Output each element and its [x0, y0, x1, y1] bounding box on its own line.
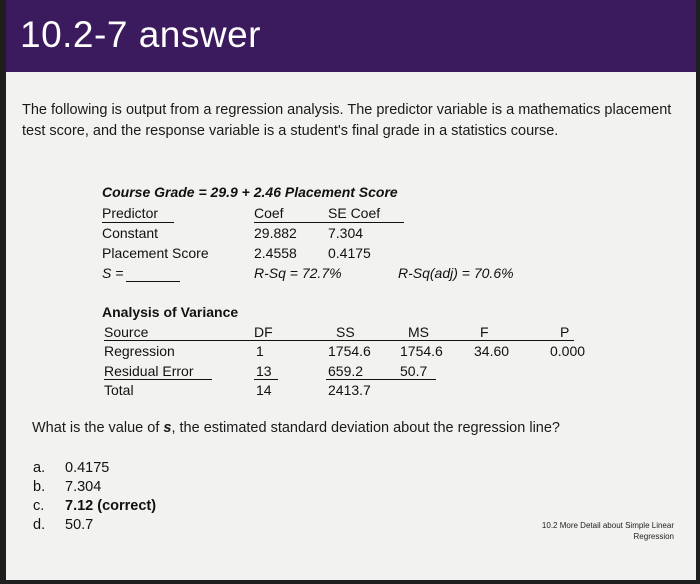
row-constant-coef: 29.882: [254, 225, 297, 241]
anova-residual-ms: 50.7: [400, 363, 428, 379]
anova-header-source: Source: [104, 324, 149, 340]
choice-a-letter: a.: [33, 460, 46, 476]
rsq-value: R-Sq = 72.7%: [254, 265, 342, 281]
col-predictor-header: Predictor: [102, 205, 159, 221]
choice-a[interactable]: [33, 460, 109, 476]
anova-header-underline: [104, 340, 574, 341]
anova-header-df: DF: [254, 324, 273, 340]
col-secoef-header: SE Coef: [328, 205, 381, 221]
anova-total-ss: 2413.7: [328, 382, 371, 398]
anova-header-p: P: [560, 324, 570, 340]
choice-d[interactable]: [33, 517, 93, 533]
row-constant-predictor: Constant: [102, 225, 159, 241]
rsq-adj-value: R-Sq(adj) = 70.6%: [398, 265, 514, 281]
row-constant-secoef: 7.304: [328, 225, 364, 241]
residual-ss-ms-underline: [326, 379, 436, 380]
question-var: s: [163, 420, 172, 436]
choice-b-text: 7.304: [65, 479, 102, 495]
footer-line-1: 10.2 More Detail about Simple Linear: [541, 521, 674, 530]
footer-note: [542, 520, 674, 542]
footer-line-2: Regression: [633, 532, 674, 541]
coef-underline: [254, 222, 404, 223]
anova-title: Analysis of Variance: [102, 304, 239, 320]
choice-d-letter: d.: [33, 517, 46, 533]
residual-source-underline: [104, 379, 212, 380]
row-placement-secoef: 0.4175: [328, 245, 371, 261]
anova-residual-df: 13: [256, 363, 272, 379]
anova-header-f: F: [480, 324, 489, 340]
predictor-underline: [102, 222, 174, 223]
question-text-before: What is the value of: [32, 420, 164, 436]
anova-regression-df: 1: [256, 343, 264, 359]
choice-a-text: 0.4175: [65, 460, 110, 476]
col-coef-header: Coef: [254, 205, 284, 221]
choice-d-text: 50.7: [65, 517, 94, 533]
intro-paragraph: The following is output from a regression analysis. The predictor variable is a mathematics placement test score, and the response variable is a student's final grade in a statistics course.: [22, 102, 672, 139]
anova-residual-source: Residual Error: [104, 363, 194, 379]
row-placement-predictor: Placement Score: [102, 245, 209, 261]
residual-df-underline: [254, 379, 278, 380]
page-title: 10.2-7 answer: [20, 14, 261, 55]
s-label: S =: [102, 265, 124, 281]
row-placement-coef: 2.4558: [254, 245, 297, 261]
anova-regression-ss: 1754.6: [328, 343, 371, 359]
header-bar: [6, 0, 696, 72]
slide: [6, 0, 696, 580]
choice-c-letter: c.: [33, 498, 45, 514]
regression-equation: Course Grade = 29.9 + 2.46 Placement Score: [102, 184, 398, 200]
choice-c[interactable]: [33, 498, 156, 514]
anova-header-ms: MS: [408, 324, 429, 340]
anova-regression-ms: 1754.6: [400, 343, 443, 359]
choice-c-text: 7.12 (correct): [65, 498, 157, 514]
anova-total-df: 14: [256, 382, 272, 398]
anova-regression-f: 34.60: [474, 343, 510, 359]
s-blank-line: [126, 281, 180, 282]
anova-header-ss: SS: [336, 324, 355, 340]
question-text: [32, 420, 560, 436]
anova-residual-ss: 659.2: [328, 363, 364, 379]
question-text-after: , the estimated standard deviation about the regression line?: [171, 420, 560, 436]
choice-b[interactable]: [33, 479, 101, 495]
anova-regression-source: Regression: [104, 343, 175, 359]
anova-regression-p: 0.000: [550, 343, 586, 359]
choice-b-letter: b.: [33, 479, 46, 495]
anova-total-source: Total: [104, 382, 134, 398]
